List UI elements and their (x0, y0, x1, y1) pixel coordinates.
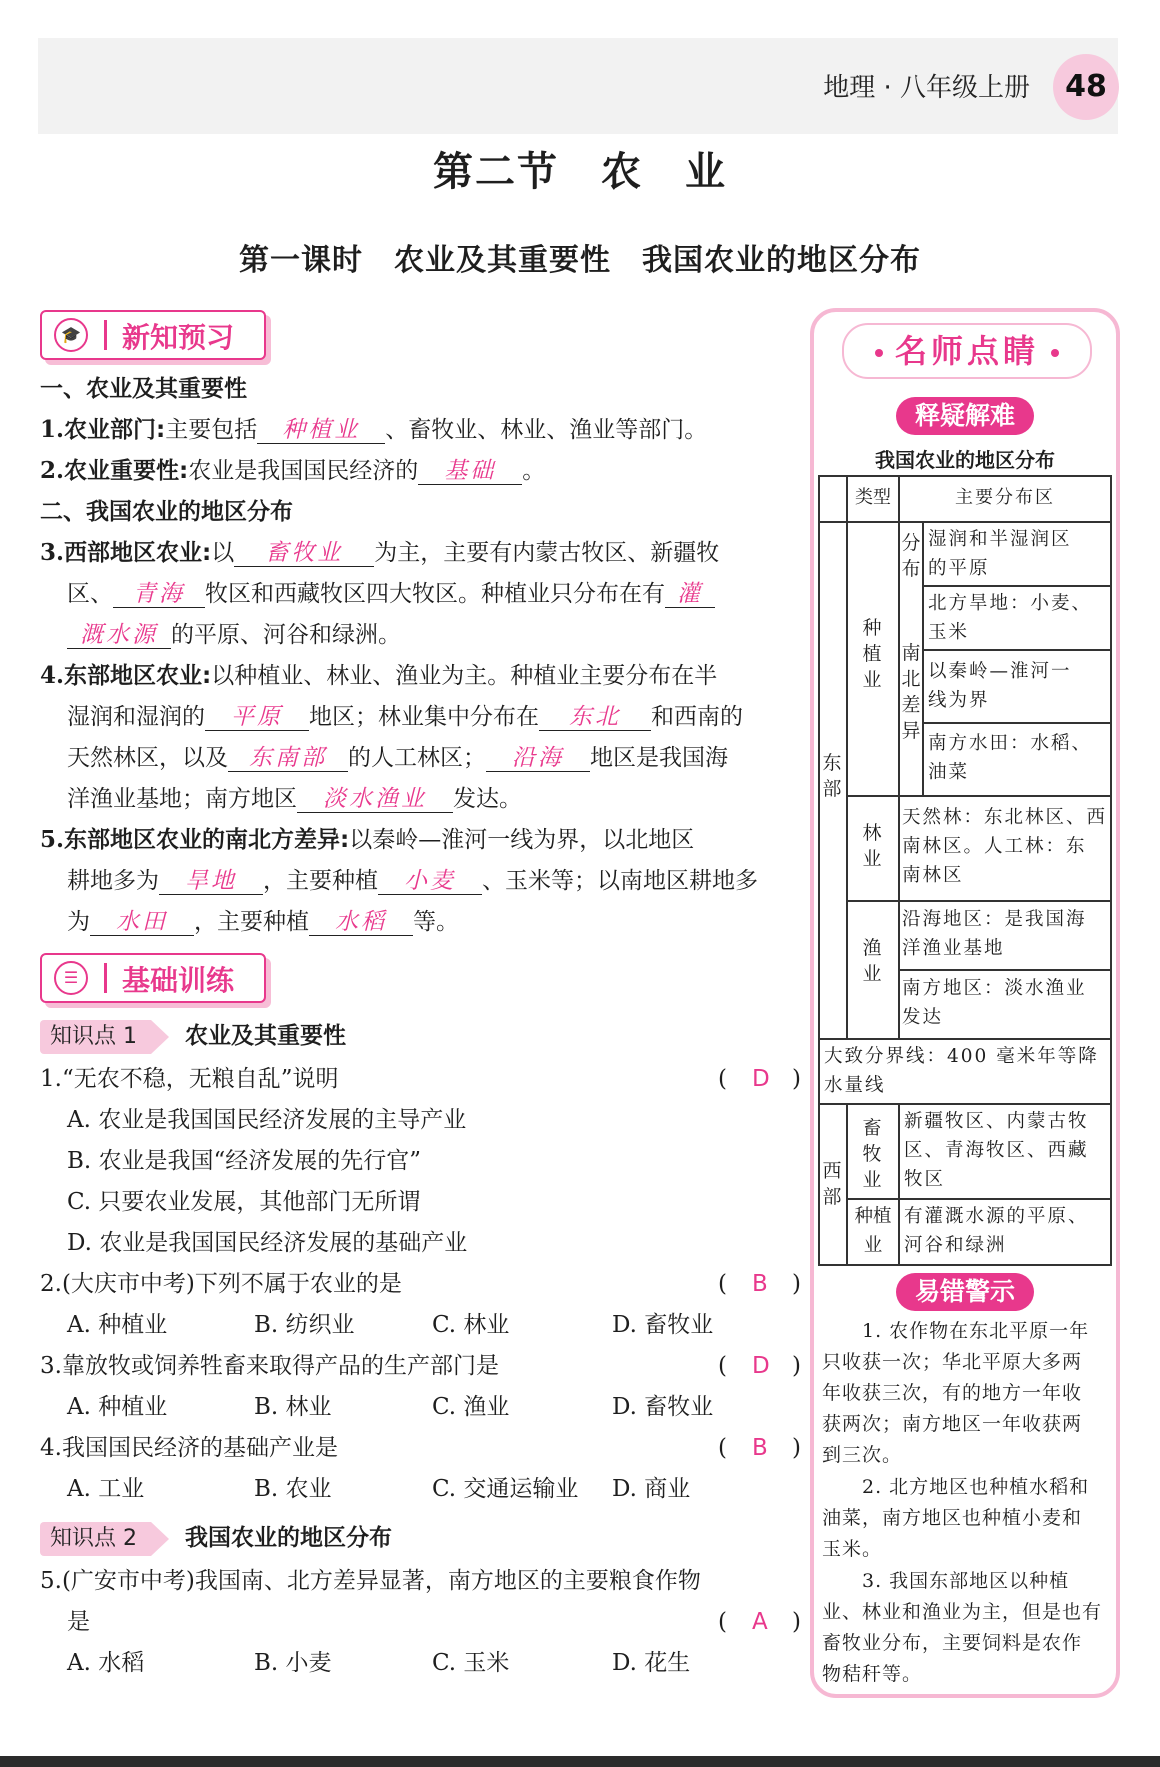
item-5-line-3: 为 水田 ，主要种植 水稻 等。 (67, 909, 459, 935)
header-divider (104, 963, 107, 993)
cell-livestock: 新疆牧区、内蒙古牧 区、青海牧区、西藏 牧区 (904, 1111, 1089, 1190)
heading-2: 二、我国农业的地区分布 (40, 499, 293, 525)
label-north-south: 南北差异 (901, 642, 921, 742)
blank-answer: 基础 (418, 458, 522, 485)
item-3-line-2: 区、 青海 牧区和西藏牧区四大牧区。种植业只分布在有 灌 (67, 579, 715, 609)
item-4-line-2: 湿润和湿润的 平原 地区；林业集中分布在 东北 和西南的 (67, 704, 743, 730)
question-3-stem: 3.靠放牧或饲养牲畜来取得产品的生产部门是 (40, 1353, 499, 1379)
warning-2: 2. 北方地区也种植水稻和 油菜，南方地区也种植小麦和 玉米。 (822, 1476, 1090, 1560)
label-fishery: 渔业 (862, 937, 882, 985)
label-west: 西部 (822, 1160, 842, 1208)
q4-option-b: B. 农业 (254, 1476, 332, 1502)
preview-header-label: 新知预习 (122, 321, 235, 354)
q3-option-d: D. 畜牧业 (612, 1394, 714, 1420)
blank-answer: 溉水源 (67, 622, 171, 649)
q4-option-c: C. 交通运输业 (432, 1476, 579, 1502)
label-distribution: 分布 (901, 532, 921, 580)
question-1-stem: 1.“无农不稳，无粮自乱”说明 (40, 1066, 339, 1092)
blank-answer: 平原 (205, 704, 309, 731)
kp-title: 农业及其重要性 (185, 1023, 346, 1049)
blank-answer: 淡水渔业 (297, 786, 453, 813)
table-caption: 我国农业的地区分布 (875, 448, 1055, 472)
label-crop: 种植业 (862, 617, 882, 691)
cell-south: 南方水田：水稻、 油菜 (928, 733, 1093, 783)
training-header-label: 基础训练 (122, 964, 235, 997)
item-4-line-4: 洋渔业基地；南方地区 淡水渔业 发达。 (67, 786, 522, 812)
cell-north: 北方旱地：小麦、 玉米 (928, 593, 1093, 643)
label-livestock: 畜牧业 (862, 1117, 882, 1191)
blank-answer: 水田 (90, 909, 194, 936)
warning-1: 1. 农作物在东北平原一年 只收获一次；华北平原大多两 年收获三次，有的地方一年收 获两次；南方地区一年收获两 到三次。 (822, 1320, 1090, 1466)
item-3-line-1: 3.西部地区农业:以 畜牧业 为主，主要有内蒙古牧区、新疆牧 (40, 539, 720, 566)
q2-option-c: C. 林业 (432, 1312, 510, 1338)
question-5-stem-cont: 是 (67, 1609, 90, 1635)
question-2-stem: 2.(大庆市中考)下列不属于农业的是 (40, 1271, 402, 1297)
kp-tag: 知识点 1 (40, 1020, 151, 1054)
blank-answer: 灌 (665, 581, 715, 608)
q5-option-d: D. 花生 (612, 1650, 691, 1676)
cell-forest: 天然林：东北林区、西 南林区。人工林：东 南林区 (902, 807, 1108, 886)
blank-answer: 沿海 (486, 745, 590, 772)
item-3-line-3: 溉水源 的平原、河谷和绿洲。 (67, 620, 401, 650)
knowledge-point-2 (40, 1519, 392, 1553)
item-4-line-1: 4.东部地区农业:以种植业、林业、渔业为主。种植业主要分布在半 (40, 662, 718, 689)
question-5-stem: 5.(广安市中考)我国南、北方差异显著，南方地区的主要粮食作物 (40, 1568, 701, 1594)
q1-option-d: D. 农业是我国国民经济发展的基础产业 (67, 1230, 468, 1256)
label-east: 东部 (822, 752, 842, 800)
distribution-table (818, 475, 1112, 1265)
header-divider (104, 320, 107, 350)
kp-title: 我国农业的地区分布 (185, 1525, 392, 1551)
database-icon: ☰ (54, 961, 88, 995)
cell-boundary-line: 以秦岭—淮河一 线为界 (928, 661, 1072, 711)
item-5-line-1: 5.东部地区农业的南北方差异:以秦岭—淮河一线为界，以北地区 (40, 826, 695, 853)
label-west-crop: 种植 业 (854, 1206, 892, 1256)
q5-option-b: B. 小麦 (254, 1650, 332, 1676)
question-4-stem: 4.我国国民经济的基础产业是 (40, 1435, 338, 1461)
pill-explain: 释疑解难 (896, 397, 1034, 435)
col-area: 主要分布区 (955, 487, 1055, 508)
q2-option-b: B. 纺织业 (254, 1312, 355, 1338)
heading-1: 一、农业及其重要性 (40, 376, 247, 402)
knowledge-point-1 (40, 1017, 346, 1051)
q5-option-a: A. 水稻 (67, 1650, 145, 1676)
item-4-line-3: 天然林区，以及 东南部 的人工林区； 沿海 地区是我国海 (67, 745, 728, 771)
blank-answer: 小麦 (378, 868, 482, 895)
dot-icon (875, 349, 883, 357)
q4-option-a: A. 工业 (67, 1476, 145, 1502)
cell-fishery-south: 南方地区：淡水渔业 发达 (902, 978, 1087, 1028)
blank-answer: 水稻 (309, 909, 413, 936)
item-1: 1.农业部门:主要包括 种植业 、畜牧业、林业、渔业等部门。 (40, 416, 708, 443)
label-forest: 林业 (862, 822, 882, 870)
blank-answer: 旱地 (159, 868, 263, 895)
q3-option-b: B. 林业 (254, 1394, 332, 1420)
cell-distribution: 湿润和半湿润区 的平原 (928, 529, 1072, 579)
book-label: 地理 · 八年级上册 (823, 73, 1030, 103)
blank-answer: 畜牧业 (234, 540, 374, 567)
lesson-title: 第一课时 农业及其重要性 我国农业的地区分布 (239, 243, 921, 278)
cell-west-crop: 有灌溉水源的平原、 河谷和绿洲 (904, 1206, 1089, 1256)
preview-header (40, 310, 266, 360)
col-type: 类型 (855, 487, 891, 508)
q1-option-c: C. 只要农业发展，其他部门无所谓 (67, 1189, 421, 1215)
blank-answer: 东北 (539, 704, 651, 731)
q3-option-c: C. 渔业 (432, 1394, 510, 1420)
q2-option-d: D. 畜牧业 (612, 1312, 714, 1338)
q1-option-a: A. 农业是我国国民经济发展的主导产业 (67, 1107, 467, 1133)
page-number: 48 (1053, 54, 1119, 120)
cell-fishery-coast: 沿海地区：是我国海 洋渔业基地 (902, 909, 1087, 959)
blank-answer: 青海 (113, 581, 205, 608)
blank-answer: 东南部 (228, 745, 348, 772)
item-2: 2.农业重要性:农业是我国国民经济的 基础 。 (40, 457, 546, 484)
sidebar-title: 名师点睛 (842, 323, 1092, 379)
q3-option-a: A. 种植业 (67, 1394, 168, 1420)
q5-option-c: C. 玉米 (432, 1650, 510, 1676)
warning-3: 3. 我国东部地区以种植 业、林业和渔业为主，但是也有 畜牧业分布，主要饲料是农作 物秸秆等。 (822, 1570, 1103, 1685)
pill-warning: 易错警示 (896, 1273, 1034, 1311)
kp-tag: 知识点 2 (40, 1522, 151, 1556)
q1-option-b: B. 农业是我国“经济发展的先行官” (67, 1148, 422, 1174)
dot-icon (1051, 349, 1059, 357)
q2-option-a: A. 种植业 (67, 1312, 168, 1338)
training-header (40, 953, 266, 1003)
graduation-cap-icon: 🎓 (54, 318, 88, 352)
blank-answer: 种植业 (257, 417, 385, 444)
bottom-bar (0, 1756, 1160, 1767)
item-5-line-2: 耕地多为 旱地 ，主要种植 小麦 、玉米等；以南地区耕地多 (67, 868, 758, 894)
cell-boundary: 大致分界线：400 毫米年等降 水量线 (824, 1046, 1099, 1096)
q4-option-d: D. 商业 (612, 1476, 691, 1502)
section-title: 第二节 农 业 (433, 148, 727, 195)
